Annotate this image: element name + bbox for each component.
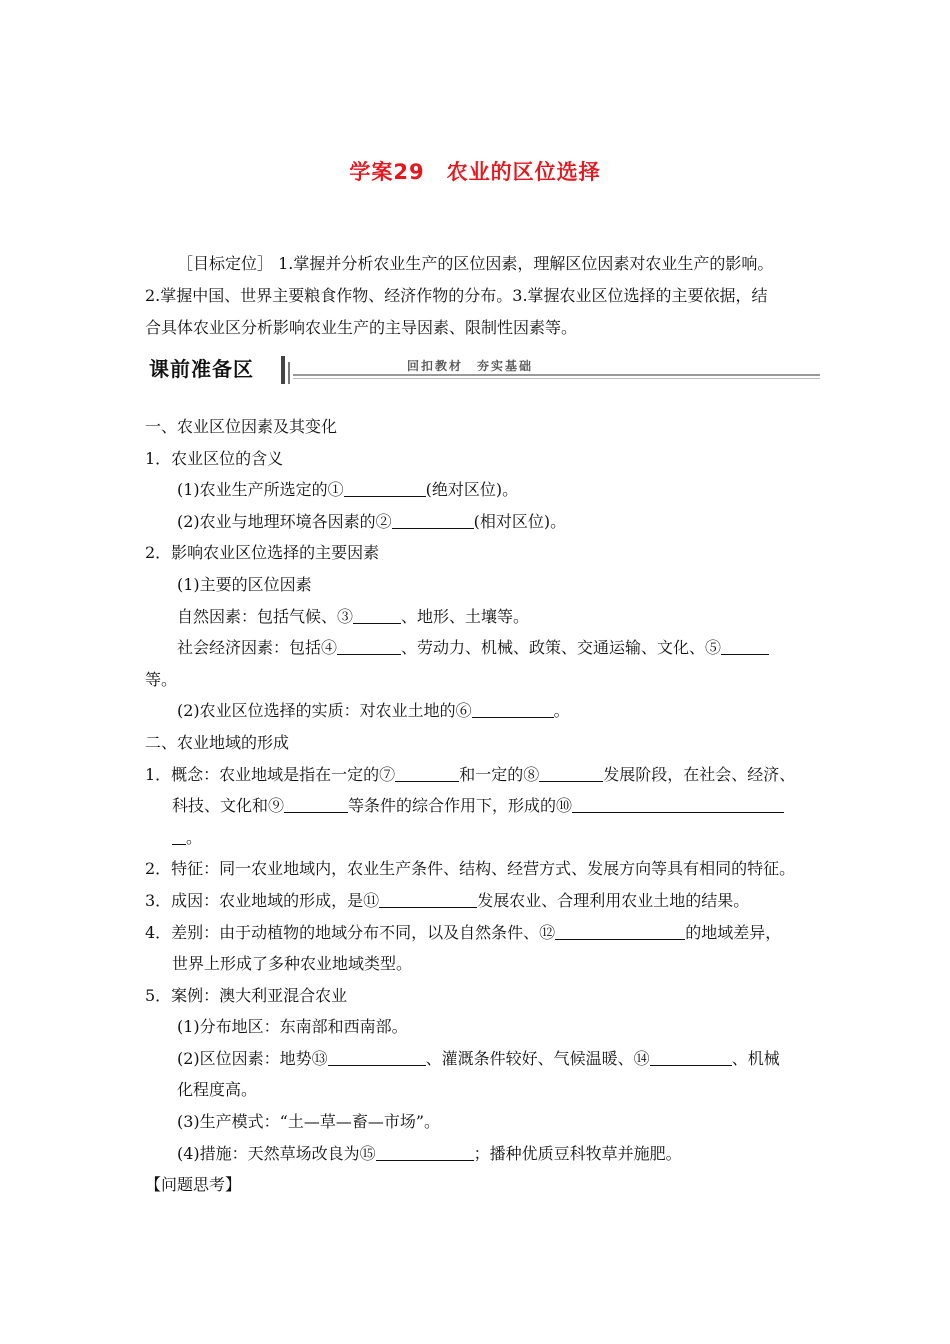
list-item: (1)分布地区：东南部和西南部。	[177, 1017, 408, 1037]
learning-goals	[145, 248, 820, 344]
list-item: (2)区位因素：地势⑬ 、灌溉条件较好、气候温暖、⑭ 、机械	[177, 1048, 780, 1068]
item-heading: 1．农业区位的含义	[145, 448, 284, 468]
list-item: (1)主要的区位因素	[177, 574, 312, 594]
banner-divider-thin	[288, 362, 290, 384]
blank-6[interactable]	[472, 699, 554, 718]
blank-14[interactable]	[650, 1047, 732, 1066]
list-item: 1．概念：农业地域是指在一定的⑦ 和一定的⑧ 发展阶段，在社会、经济、	[145, 764, 796, 784]
blank-4[interactable]	[337, 636, 401, 655]
blank-7[interactable]	[395, 763, 459, 782]
list-item: 5．案例：澳大利亚混合农业	[145, 985, 348, 1005]
blank-8[interactable]	[539, 763, 603, 782]
section-banner	[145, 354, 820, 384]
blank-5[interactable]	[721, 636, 769, 655]
banner-rule	[293, 374, 820, 376]
list-item: 自然因素：包括气候、③ 、地形、土壤等。	[177, 606, 530, 626]
list-item-cont: 世界上形成了多种农业地域类型。	[172, 954, 413, 974]
goal-line: ［目标定位］ 1.掌握并分析农业生产的区位因素，理解区位因素对农业生产的影响。	[177, 254, 774, 273]
blank-2[interactable]	[392, 510, 474, 529]
item-heading: 2．影响农业区位选择的主要因素	[145, 543, 380, 563]
banner-subtitle: 回扣教材 夯实基础	[401, 357, 539, 374]
section-heading: 一、农业区位因素及其变化	[145, 417, 338, 436]
list-item: 3．成因：农业地域的形成，是⑪ 发展农业、合理利用农业土地的结果。	[145, 890, 750, 910]
list-item: (1)农业生产所选定的① (绝对区位)。	[177, 480, 519, 500]
banner-label: 课前准备区	[149, 357, 254, 381]
page-title: 学案29 农业的区位选择	[349, 160, 601, 184]
blank-10-cont[interactable]	[172, 826, 186, 845]
blank-12[interactable]	[555, 921, 685, 940]
list-item: (4)措施：天然草场改良为⑮ ；播种优质豆科牧草并施肥。	[177, 1143, 682, 1163]
blank-13[interactable]	[328, 1047, 426, 1066]
list-item-cont: 。	[145, 822, 820, 854]
banner-divider	[281, 356, 285, 384]
blank-3[interactable]	[353, 605, 401, 624]
list-item: 4．差别：由于动植物的地域分布不同，以及自然条件、⑫ 的地域差异，	[145, 922, 782, 942]
banner-rule-thin	[293, 378, 820, 379]
goal-line: 合具体农业区分析影响农业生产的主导因素、限制性因素等。	[145, 318, 578, 337]
list-item: (3)生产模式：“土—草—畜—市场”。	[177, 1112, 441, 1132]
blank-1[interactable]	[344, 478, 426, 497]
blank-10[interactable]	[572, 794, 784, 813]
blank-11[interactable]	[379, 889, 477, 908]
section-heading: 【问题思考】	[145, 1175, 242, 1195]
list-item-cont: 化程度高。	[177, 1080, 258, 1100]
list-item-cont: 等。	[145, 669, 178, 689]
section-heading: 二、农业地域的形成	[145, 732, 290, 752]
list-item: 社会经济因素：包括④ 、劳动力、机械、政策、交通运输、文化、⑤	[145, 632, 820, 664]
worksheet-body	[145, 411, 820, 1201]
blank-9[interactable]	[284, 794, 348, 813]
list-item: (2)农业区位选择的实质：对农业土地的⑥ 。	[177, 701, 570, 721]
blank-15[interactable]	[376, 1142, 474, 1161]
list-item-cont: 科技、文化和⑨ 等条件的综合作用下，形成的⑩	[145, 790, 820, 822]
list-item: (2)农业与地理环境各因素的② (相对区位)。	[177, 511, 567, 531]
goal-line: 2.掌握中国、世界主要粮食作物、经济作物的分布。3.掌握农业区位选择的主要依据，结	[145, 286, 768, 305]
list-item: 2．特征：同一农业地域内，农业生产条件、结构、经营方式、发展方向等具有相同的特征。	[145, 859, 796, 879]
